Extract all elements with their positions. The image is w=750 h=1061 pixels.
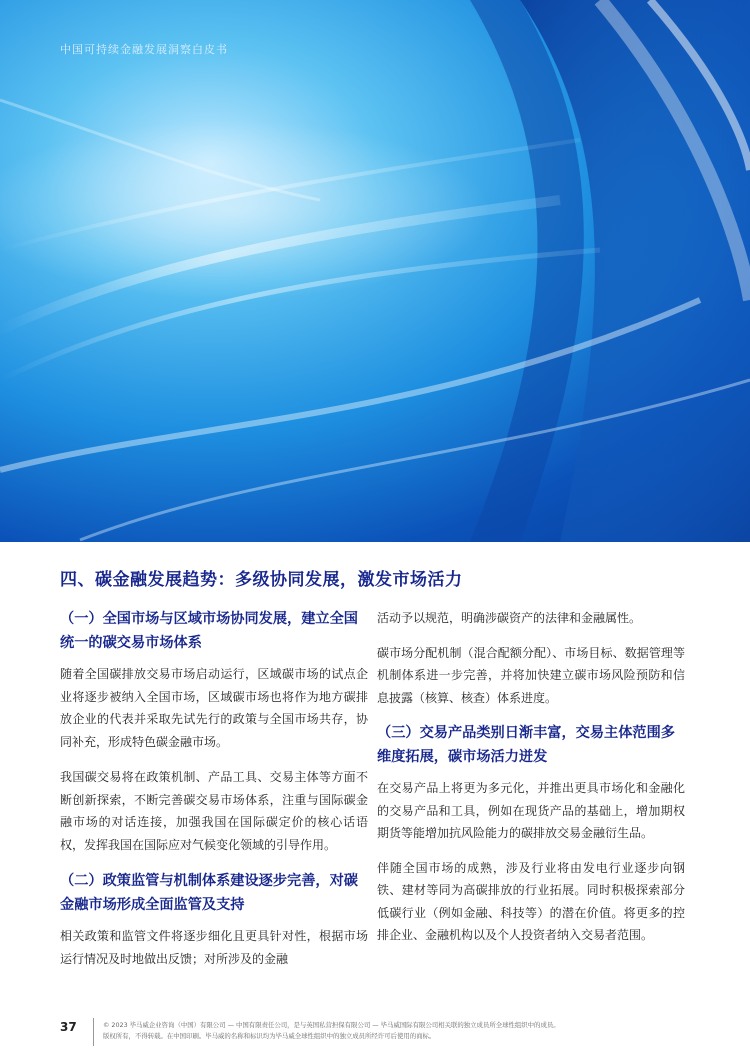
subsection-1-paragraph-2: 我国碳交易将在政策机制、产品工具、交易主体等方面不断创新探索，不断完善碳交易市场体系，注重与国际碳金融市场的对话连接，加强我国在国际碳定价的核心话语权，发挥我国在国际应对气候变化领域的引导作用。 [60, 770, 368, 852]
subsection-3-paragraph-1: 在交易产品上将更为多元化，并推出更具市场化和金融化的交易产品和工具，例如在现货产品的基础上，增加期权期货等能增加抗风险能力的碳排放交易金融衍生品。 [377, 781, 685, 840]
page-number: 37 [60, 1020, 77, 1034]
left-column [60, 607, 368, 983]
subsection-2-paragraph-1: 相关政策和监管文件将逐步细化且更具针对性，根据市场运行情况及时地做出反馈；对所涉及的金融 [60, 929, 368, 966]
subsection-2-title: （二）政策监管与机制体系建设逐步完善，对碳金融市场形成全面监管及支持 [60, 873, 358, 913]
right-column [377, 607, 685, 959]
subsection-1-paragraph-1: 随着全国碳排放交易市场启动运行，区域碳市场的试点企业将逐步被纳入全国市场，区域碳市场也将作为地方碳排放企业的代表并采取先试先行的政策与全国市场共存，协同补充，形成特色碳金融市场。 [60, 667, 368, 749]
subsection-2-paragraph-continued: 活动予以规范，明确涉碳资产的法律和金融属性。 [377, 611, 642, 625]
subsection-3-title: （三）交易产品类别日渐丰富，交易主体范围多维度拓展，碳市场活力迸发 [377, 725, 675, 765]
subsection-1-title: （一）全国市场与区域市场协同发展，建立全国统一的碳交易市场体系 [60, 611, 358, 651]
subsection-2-paragraph-2: 碳市场分配机制（混合配额分配）、市场目标、数据管理等机制体系进一步完善，并将加快建立碳市场风险预防和信息披露（核算、核查）体系进度。 [377, 645, 685, 705]
footer-legal-line-1: © 2023 毕马威企业咨询（中国）有限公司 — 中国有限责任公司，是与英国私营担保有限公司 — 毕马威国际有限公司相关联的独立成员所全球性组织中的成员。 [103, 1021, 560, 1029]
section-title: 四、碳金融发展趋势：多级协同发展，激发市场活力 [60, 570, 463, 590]
footer-divider [93, 1018, 94, 1046]
running-title: 中国可持续金融发展洞察白皮书 [60, 43, 228, 56]
footer-legal [103, 1020, 703, 1042]
footer-legal-line-2: 版权所有，不得转载。在中国印刷。毕马威的名称和标识均为毕马威全球性组织中的独立成员所经许可后使用的商标。 [103, 1032, 436, 1040]
subsection-3-paragraph-2: 伴随全国市场的成熟，涉及行业将由发电行业逐步向钢铁、建材等同为高碳排放的行业拓展。同时积极探索部分低碳行业（例如金融、科技等）的潜在价值。将更多的控排企业、金融机构以及个人投资者纳入交易者范围。 [377, 860, 685, 942]
